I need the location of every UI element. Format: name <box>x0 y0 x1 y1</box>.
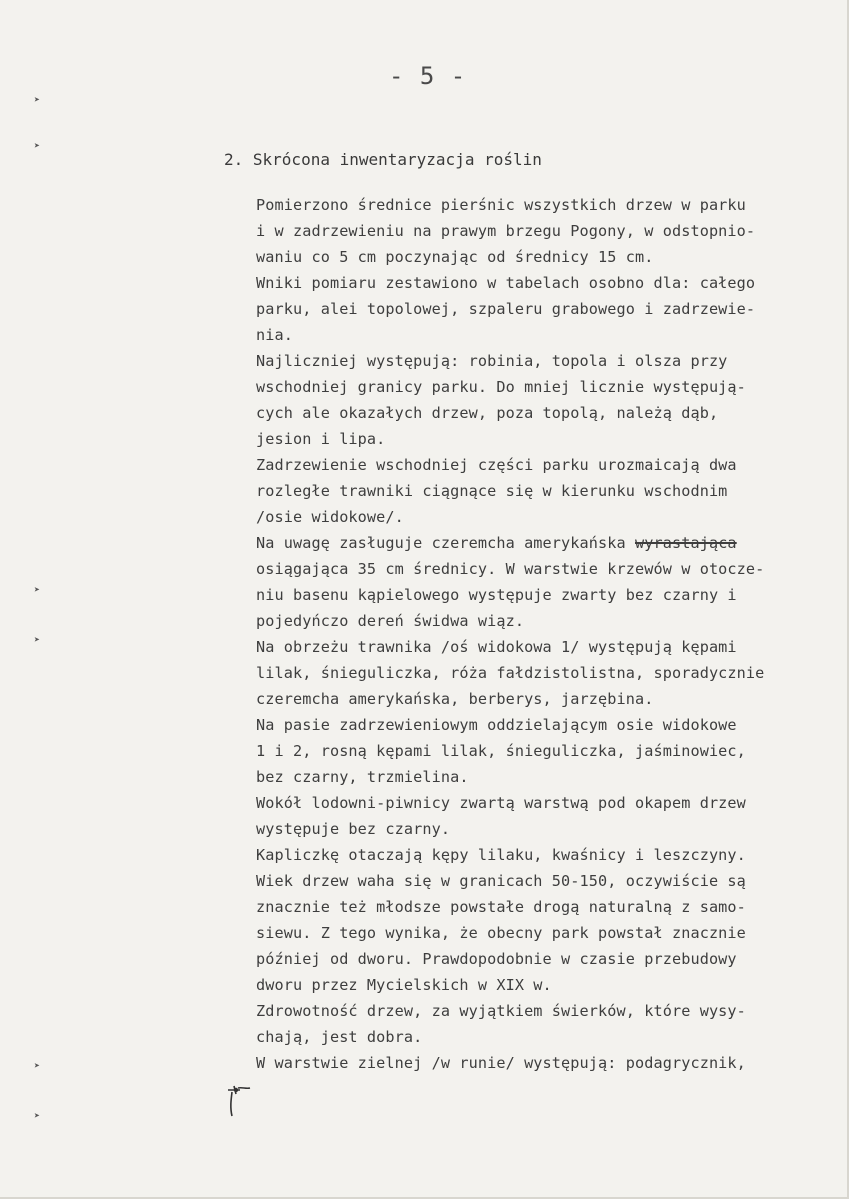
text-line: osiągająca 35 cm średnicy. W warstwie krzewów w otocze- <box>256 560 765 578</box>
text-line: Zdrowotność drzew, za wyjątkiem świerków, które wysy- <box>256 1002 746 1020</box>
text-line: Pomierzono średnice pierśnic wszystkich drzew w parku <box>256 196 746 214</box>
text-line: rozległe trawniki ciągnące się w kierunku wschodnim <box>256 482 728 500</box>
text-line: 1 i 2, rosną kępami lilak, śnieguliczka, jaśminowiec, <box>256 742 746 760</box>
text-line: Zadrzewienie wschodniej części parku urozmaicają dwa <box>256 456 737 474</box>
text-line: cych ale okazałych drzew, poza topolą, należą dąb, <box>256 404 719 422</box>
margin-mark-icon: ➤ <box>34 141 41 152</box>
text-line: pojedyńczo dereń świdwa wiąz. <box>256 612 525 630</box>
text-line: waniu co 5 cm poczynając od średnicy 15 cm. <box>256 248 654 266</box>
text-line: Kapliczkę otaczają kępy lilaku, kwaśnicy i leszczyny. <box>256 846 746 864</box>
text-fragment: Na uwagę zasługuje czeremcha amerykańska <box>256 534 635 552</box>
text-line: W warstwie zielnej /w runie/ występują: podagrycznik, <box>256 1054 746 1072</box>
text-line: występuje bez czarny. <box>256 820 451 838</box>
text-line: siewu. Z tego wynika, że obecny park powstał znacznie <box>256 924 746 942</box>
text-line: Wokół lodowni-piwnicy zwartą warstwą pod okapem drzew <box>256 794 746 812</box>
text-line: i w zadrzewieniu na prawym brzegu Pogony, w odstopnio- <box>256 222 756 240</box>
text-line: później od dworu. Prawdopodobnie w czasie przebudowy <box>256 950 737 968</box>
margin-mark-icon: ➤ <box>34 1111 41 1122</box>
page-number: - 5 - <box>389 62 467 90</box>
margin-mark-icon: ➤ <box>34 1061 41 1072</box>
text-line: czeremcha amerykańska, berberys, jarzębina. <box>256 690 654 708</box>
text-line: Na pasie zadrzewieniowym oddzielającym osie widokowe <box>256 716 737 734</box>
struck-word: wyrastająca <box>635 534 737 552</box>
text-line: Na obrzeżu trawnika /oś widokowa 1/ występują kępami <box>256 638 737 656</box>
text-line: bez czarny, trzmielina. <box>256 768 469 786</box>
text-line: nia. <box>256 326 293 344</box>
text-line: niu basenu kąpielowego występuje zwarty bez czarny i <box>256 586 737 604</box>
text-line: /osie widokowe/. <box>256 508 404 526</box>
section-heading: 2. Skrócona inwentaryzacja roślin <box>224 150 542 169</box>
text-line-with-strike <box>256 534 737 552</box>
ink-blot-icon <box>226 1082 266 1122</box>
margin-mark-icon: ➤ <box>34 95 41 106</box>
text-line: jesion i lipa. <box>256 430 386 448</box>
text-line: wschodniej granicy parku. Do mniej licznie występują- <box>256 378 746 396</box>
margin-mark-icon: ➤ <box>34 585 41 596</box>
text-line: Wiek drzew waha się w granicach 50-150, oczywiście są <box>256 872 746 890</box>
text-line: lilak, śnieguliczka, róża fałdzistolistna, sporadycznie <box>256 664 765 682</box>
text-line: parku, alei topolowej, szpaleru grabowego i zadrzewie- <box>256 300 756 318</box>
text-line: chają, jest dobra. <box>256 1028 423 1046</box>
text-line: Wniki pomiaru zestawiono w tabelach osobno dla: całego <box>256 274 756 292</box>
text-line: dworu przez Mycielskich w XIX w. <box>256 976 552 994</box>
margin-mark-icon: ➤ <box>34 635 41 646</box>
text-line: Najliczniej występują: robinia, topola i olsza przy <box>256 352 728 370</box>
text-line: znacznie też młodsze powstałe drogą naturalną z samo- <box>256 898 746 916</box>
